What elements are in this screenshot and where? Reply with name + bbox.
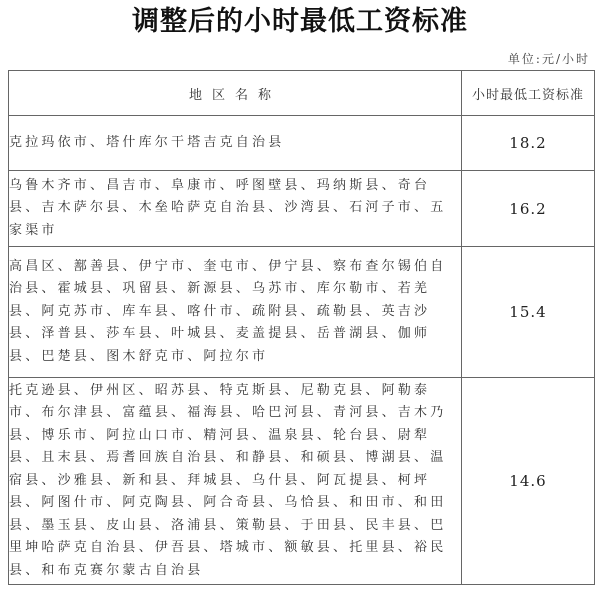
region-list: 乌鲁木齐市、昌吉市、阜康市、呼图壁县、玛纳斯县、奇台县、吉木萨尔县、木垒哈萨克自治县、沙湾县、石河子市、五家渠市 [9, 171, 462, 247]
table-row [9, 171, 595, 247]
region-list: 克拉玛依市、塔什库尔干塔吉克自治县 [9, 116, 462, 171]
table-header-row [9, 71, 595, 116]
page-title: 调整后的小时最低工资标准 [132, 6, 468, 37]
column-header-wage: 小时最低工资标准 [462, 71, 595, 116]
region-list: 托克逊县、伊州区、昭苏县、特克斯县、尼勒克县、阿勒泰市、布尔津县、富蕴县、福海县、哈巴河县、青河县、吉木乃县、博乐市、阿拉山口市、精河县、温泉县、轮台县、尉犁县、且末县、焉耆回族自治县、和静县、和硕县、博湖县、温宿县、沙雅县、新和县、拜城县、乌什县、阿瓦提县、柯坪县、阿图什市、阿克陶县、阿合奇县、乌恰县、和田市、和田县、墨玉县、皮山县、洛浦县、策勒县、于田县、民丰县、巴里坤哈萨克自治县、伊吾县、塔城市、额敏县、托里县、裕民县、和布克赛尔蒙古自治县 [9, 378, 462, 585]
wage-value: 18.2 [462, 116, 595, 171]
wage-value: 15.4 [462, 247, 595, 378]
column-header-region: 地区名称 [9, 71, 462, 116]
table-row [9, 116, 595, 171]
region-list: 高昌区、鄯善县、伊宁市、奎屯市、伊宁县、察布查尔锡伯自治县、霍城县、巩留县、新源县、乌苏市、库尔勒市、若羌县、阿克苏市、库车县、喀什市、疏附县、疏勒县、英吉沙县、泽普县、莎车县、叶城县、麦盖提县、岳普湖县、伽师县、巴楚县、图木舒克市、阿拉尔市 [9, 247, 462, 378]
table-row [9, 247, 595, 378]
minimum-wage-table [8, 70, 595, 585]
table-row [9, 378, 595, 585]
wage-value: 14.6 [462, 378, 595, 585]
wage-value: 16.2 [462, 171, 595, 247]
unit-label: 单位:元/小时 [507, 52, 590, 66]
